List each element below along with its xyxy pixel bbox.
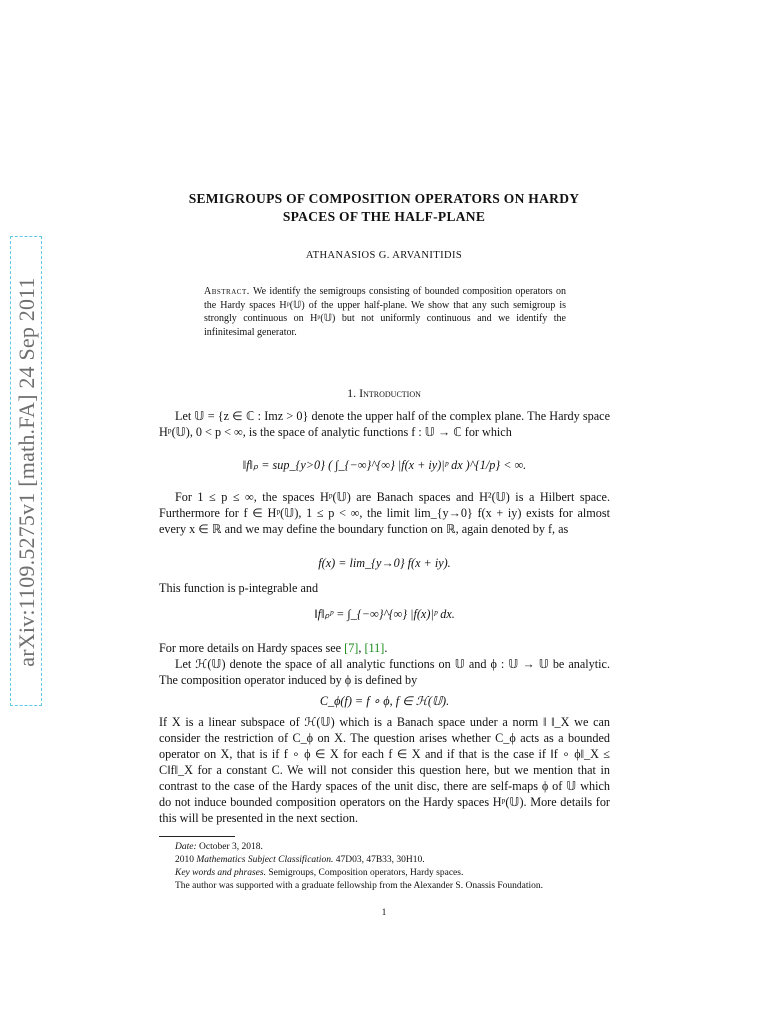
- abstract-label: Abstract.: [204, 286, 250, 297]
- equation-boundary-function: f(x) = lim_{y→0} f(x + iy).: [318, 556, 451, 570]
- paragraph-5: Let ℋ(𝕌) denote the space of all analytic functions on 𝕌 and ϕ : 𝕌 → 𝕌 be analytic. The composition operator induced by ϕ is defined by: [159, 657, 610, 687]
- paragraph-4-text: For more details on Hardy spaces see: [159, 641, 342, 655]
- footnote-date: [159, 841, 610, 854]
- footnote-keywords-label: Key words and phrases.: [175, 868, 266, 878]
- citation-7[interactable]: [7]: [344, 641, 359, 655]
- footnote-support: The author was supported with a graduate fellowship from the Alexander S. Onassis Foundation.: [175, 881, 544, 891]
- equation-composition-operator: C_ϕ(f) = f ∘ ϕ, f ∈ ℋ(𝕌).: [319, 694, 450, 708]
- paper-title: [150, 190, 618, 226]
- abstract: [204, 285, 566, 339]
- footnote-keywords: [159, 867, 610, 880]
- footnote-msc: [159, 854, 610, 867]
- abstract-text: We identify the semigroups consisting of bounded composition operators on the Hardy spaces Hᵖ(𝕌) of the upper half-plane. We show that any such semigroup is strongly continuous on Hᵖ(𝕌) but not uniformly continuous and we identify the infinitesimal generator.: [204, 286, 566, 338]
- footnote-date-value: October 3, 2018.: [199, 842, 263, 852]
- section-heading: [150, 386, 618, 401]
- footnote-msc-year: 2010: [175, 855, 194, 865]
- page-number: 1: [381, 908, 387, 918]
- citation-11[interactable]: [11]: [364, 641, 385, 655]
- section-title: Introduction: [359, 386, 421, 400]
- paragraph-4: For more details on Hardy spaces see [7], [11].: [159, 641, 388, 655]
- arxiv-stamp: [10, 236, 42, 706]
- title-line-1: SEMIGROUPS OF COMPOSITION OPERATORS ON HARDY: [188, 191, 580, 206]
- title-line-2: SPACES OF THE HALF-PLANE: [282, 209, 486, 224]
- footnote-rule: [159, 836, 235, 837]
- footnote-msc-codes: 47D03, 47B33, 30H10.: [335, 855, 425, 865]
- paragraph-6: If X is a linear subspace of ℋ(𝕌) which is a Banach space under a norm ‖ ‖_X we can consider the restriction of C_ϕ on X. The question arises whether C_ϕ acts as a bounded operator on X, that is if f ∘ ϕ ∈ X for each f ∈ X and if that is the case if ‖f ∘ ϕ‖_X ≤ C‖f‖_X for a constant C. We will not consider this question here, but we mention that in contrast to the case of the Hardy spaces of the unit disc, there are self-maps ϕ of 𝕌 which do not induce bounded composition operators on the Hardy spaces Hᵖ(𝕌). More details for this will be presented in the next section.: [159, 715, 610, 825]
- equation-hardy-norm: ‖f‖ₚ = sup_{y>0} ( ∫_{−∞}^{∞} |f(x + iy)|ᵖ dx )^{1/p} < ∞.: [242, 458, 527, 472]
- footnote-msc-label: Mathematics Subject Classification.: [196, 855, 334, 865]
- footnote-date-label: Date:: [175, 842, 197, 852]
- author: ATHANASIOS G. ARVANITIDIS: [305, 250, 463, 261]
- section-number: 1.: [347, 386, 357, 400]
- paragraph-1: Let 𝕌 = {z ∈ ℂ : Imz > 0} denote the upper half of the complex plane. The Hardy space Hᵖ(𝕌), 0 < p < ∞, is the space of analytic functions f : 𝕌 → ℂ for which: [159, 409, 610, 439]
- equation-p-norm: ‖f‖ₚᵖ = ∫_{−∞}^{∞} |f(x)|ᵖ dx.: [314, 607, 455, 621]
- arxiv-id: arXiv:1109.5275v1 [math.FA] 24 Sep 2011: [14, 277, 39, 667]
- paragraph-3: This function is p-integrable and: [159, 581, 319, 595]
- footnote-keywords-text: Semigroups, Composition operators, Hardy spaces.: [268, 868, 464, 878]
- paragraph-2: For 1 ≤ p ≤ ∞, the spaces Hᵖ(𝕌) are Banach spaces and H²(𝕌) is a Hilbert space. Furthermore for f ∈ Hᵖ(𝕌), 1 ≤ p < ∞, the limit lim_{y→0} f(x + iy) exists for almost every x ∈ ℝ and we may define the boundary function on ℝ, again denoted by f, as: [159, 490, 610, 536]
